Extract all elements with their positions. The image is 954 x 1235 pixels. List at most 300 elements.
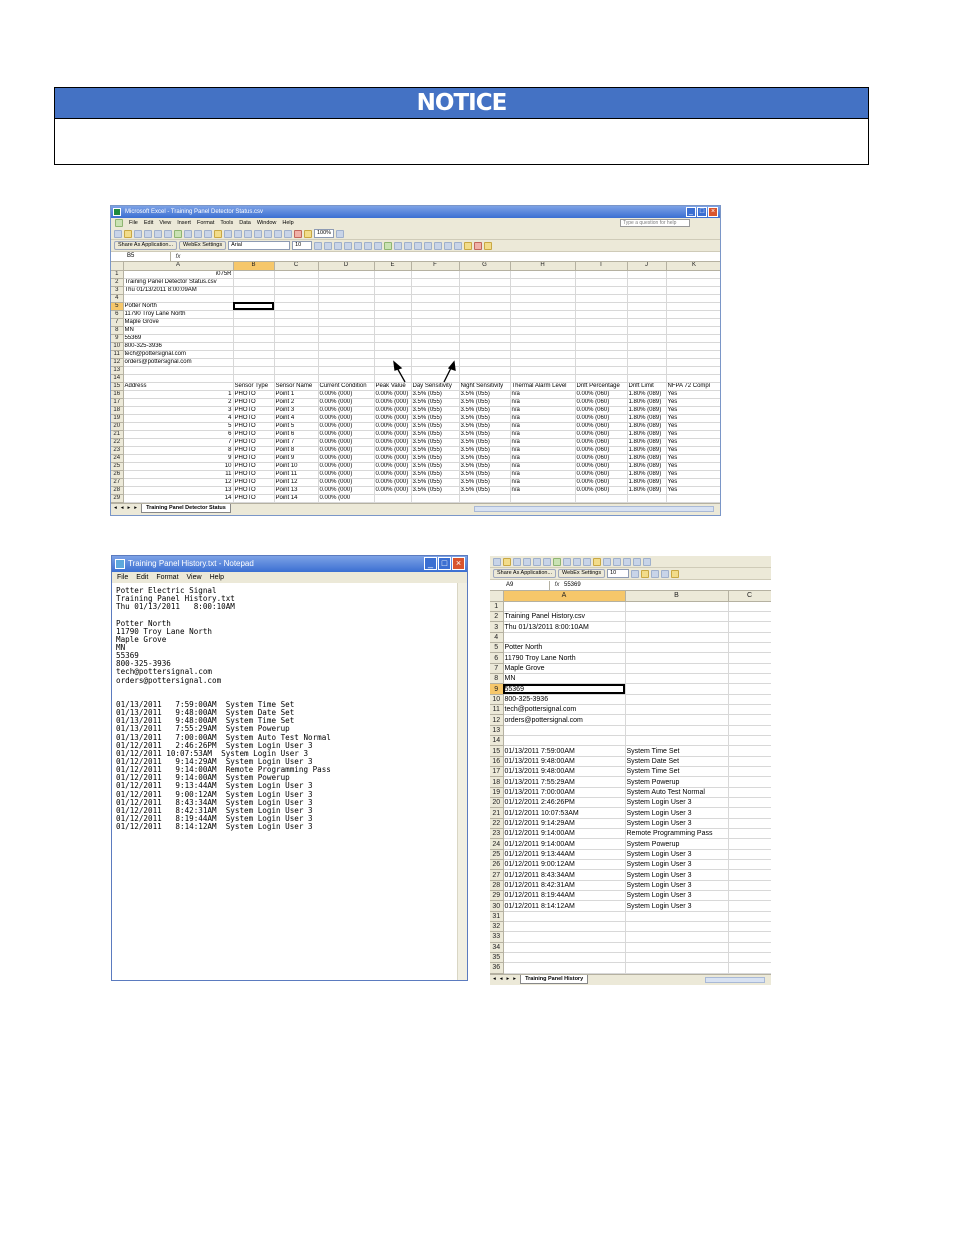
cell[interactable]: Training Panel Detector Status.csv [123,278,233,286]
zoom-select[interactable]: 100% [314,229,334,238]
cell[interactable] [728,787,771,797]
cell[interactable]: 11790 Troy Lane North [503,653,625,663]
cell[interactable]: 01/12/2011 8:19:44AM [503,891,625,901]
font-select[interactable]: Arial [228,241,290,250]
column-header[interactable]: F [411,262,459,270]
borders-icon[interactable] [661,570,669,578]
cell[interactable] [728,891,771,901]
tab-nav-first-icon[interactable]: ◂ [493,976,496,983]
column-header[interactable]: I [575,262,627,270]
maximize-button[interactable]: □ [697,207,707,217]
cell[interactable]: System Login User 3 [625,880,728,890]
cell[interactable]: Point 7 [274,438,318,446]
cell[interactable]: 0.00% (060) [575,390,627,398]
cell[interactable] [274,358,318,366]
cell[interactable]: System Date Set [625,756,728,766]
column-header[interactable]: A [123,262,233,270]
cell[interactable] [728,632,771,642]
row-header[interactable]: 10 [111,342,123,350]
row-header[interactable]: 15 [111,382,123,390]
cell[interactable] [459,358,510,366]
cell[interactable] [625,601,728,611]
cell[interactable] [728,922,771,932]
cell[interactable] [318,374,374,382]
row-header[interactable]: 29 [111,494,123,502]
menu-format[interactable]: Format [156,574,179,581]
menu-view[interactable]: View [159,220,172,226]
cell[interactable] [503,911,625,921]
cell[interactable] [233,278,274,286]
row-header[interactable]: 21 [490,808,503,818]
sheet-tab[interactable]: Training Panel Detector Status [141,504,231,513]
cell[interactable] [575,358,627,366]
cell[interactable]: 0.00% (060) [575,478,627,486]
cell[interactable]: Yes [666,470,721,478]
cell[interactable] [459,270,510,278]
cell[interactable]: tech@pottersignal.com [503,705,625,715]
help-icon[interactable] [336,230,344,238]
share-as-application-button[interactable]: Share As Application... [114,241,177,250]
cell[interactable] [728,601,771,611]
row-header[interactable]: 13 [111,366,123,374]
cell[interactable]: 0.00% (060) [575,462,627,470]
font-color-icon[interactable] [474,242,482,250]
cell[interactable]: 3.5% (055) [459,462,510,470]
row-header[interactable]: 1 [490,601,503,611]
cell[interactable]: 0.00% (000) [318,486,374,494]
row-header[interactable]: 26 [111,470,123,478]
row-header[interactable]: 26 [490,860,503,870]
cell[interactable] [274,374,318,382]
column-title-cell[interactable]: Thermal Alarm Level [510,382,575,390]
row-header[interactable]: 20 [111,422,123,430]
close-button[interactable]: × [708,207,718,217]
row-header[interactable]: 2 [111,278,123,286]
cell[interactable]: 1.80% (089) [627,478,666,486]
cell[interactable]: 01/12/2011 8:42:31AM [503,880,625,890]
cell[interactable]: Yes [666,414,721,422]
cell[interactable]: 01/12/2011 8:14:12AM [503,901,625,911]
cell[interactable]: PHOTO [233,406,274,414]
row-header[interactable]: 25 [111,462,123,470]
row-header[interactable]: 16 [490,756,503,766]
cell[interactable]: 3.5% (055) [411,406,459,414]
row-header[interactable]: 17 [490,767,503,777]
column-title-cell[interactable]: Drift Limit [627,382,666,390]
cell[interactable] [233,342,274,350]
increase-decimal-icon[interactable] [414,242,422,250]
cell[interactable]: 3.5% (055) [459,390,510,398]
cell[interactable]: Point 14 [274,494,318,502]
cell[interactable]: n/a [510,454,575,462]
cell[interactable] [627,350,666,358]
active-cell[interactable]: 55369 [503,684,625,694]
cell[interactable] [625,694,728,704]
column-header[interactable]: E [374,262,411,270]
cell[interactable]: Point 4 [274,414,318,422]
cell[interactable]: System Login User 3 [625,818,728,828]
cell[interactable] [666,350,721,358]
cell[interactable]: 0.00% (000) [374,430,411,438]
cell[interactable]: 1.80% (089) [627,470,666,478]
cell[interactable]: 0.00% (000) [374,438,411,446]
row-header[interactable]: 21 [111,430,123,438]
cell[interactable]: 0.00% (000) [318,462,374,470]
cell[interactable] [627,358,666,366]
cell[interactable]: 01/13/2011 9:48:00AM [503,767,625,777]
close-button[interactable]: × [452,557,465,570]
cell[interactable] [625,922,728,932]
cell[interactable] [625,963,728,973]
cell[interactable] [503,725,625,735]
cell[interactable]: PHOTO [233,494,274,502]
tab-nav-last-icon[interactable]: ▸ [513,976,517,983]
cell[interactable]: System Login User 3 [625,860,728,870]
cell[interactable] [510,278,575,286]
cell[interactable] [411,310,459,318]
cell[interactable] [459,342,510,350]
highlight-icon[interactable] [484,242,492,250]
cell[interactable] [575,294,627,302]
cell[interactable]: Point 8 [274,446,318,454]
cell[interactable] [318,286,374,294]
select-all-corner[interactable] [111,262,123,270]
cell[interactable]: 3.5% (055) [411,438,459,446]
cell[interactable]: 55369 [123,334,233,342]
cell[interactable]: n/a [510,398,575,406]
cell[interactable] [459,366,510,374]
cell[interactable] [233,374,274,382]
cell[interactable] [625,715,728,725]
cell[interactable] [627,366,666,374]
cell[interactable] [503,952,625,962]
cell[interactable]: Yes [666,422,721,430]
cell[interactable]: 1.80% (089) [627,430,666,438]
cell[interactable] [627,334,666,342]
cell[interactable] [318,294,374,302]
cell[interactable]: 3.5% (055) [411,422,459,430]
row-header[interactable]: 11 [490,705,503,715]
cell[interactable] [374,350,411,358]
redo-icon[interactable] [244,230,252,238]
cell[interactable]: 0.00% (000) [318,390,374,398]
sort-ascending-icon[interactable] [643,558,651,566]
cell[interactable] [728,653,771,663]
menu-data[interactable]: Data [239,220,251,226]
copy-icon[interactable] [583,558,591,566]
menu-format[interactable]: Format [196,220,215,226]
cell[interactable] [575,350,627,358]
cell[interactable] [666,294,721,302]
row-header[interactable]: 31 [490,911,503,921]
cell[interactable] [411,270,459,278]
cell[interactable]: 0.00% (000) [318,478,374,486]
cell[interactable] [728,808,771,818]
cell[interactable]: 12 [123,478,233,486]
cell[interactable]: System Login User 3 [625,798,728,808]
cell[interactable] [728,622,771,632]
cell[interactable] [666,310,721,318]
cell[interactable]: System Powerup [625,839,728,849]
column-header[interactable]: G [459,262,510,270]
cell[interactable]: Maple Grove [503,663,625,673]
cell[interactable]: n/a [510,470,575,478]
cell[interactable]: 3.5% (055) [459,446,510,454]
cell[interactable] [627,318,666,326]
cell[interactable]: 01/13/2011 9:48:00AM [503,756,625,766]
cell[interactable] [123,294,233,302]
permission-icon[interactable] [144,230,152,238]
spelling-icon[interactable] [174,230,182,238]
cell[interactable] [374,302,411,310]
cell[interactable]: Point 9 [274,454,318,462]
menu-file[interactable]: File [117,574,129,581]
drawing-icon[interactable] [304,230,312,238]
borders-icon[interactable] [454,242,462,250]
cell[interactable]: MN [503,674,625,684]
cell[interactable] [374,278,411,286]
font-size-select[interactable]: 10 [607,569,629,578]
column-header[interactable]: C [274,262,318,270]
cell[interactable] [233,350,274,358]
cell[interactable]: Yes [666,454,721,462]
cell[interactable]: 01/12/2011 9:00:12AM [503,860,625,870]
cell[interactable] [575,374,627,382]
cell[interactable] [459,318,510,326]
cell[interactable]: PHOTO [233,462,274,470]
cell[interactable] [274,350,318,358]
cell[interactable] [233,318,274,326]
cell[interactable]: Point 2 [274,398,318,406]
cell[interactable]: 0.00% (000) [374,422,411,430]
cell[interactable]: System Login User 3 [625,808,728,818]
cell[interactable] [510,334,575,342]
cell[interactable]: 3.5% (055) [411,398,459,406]
print-icon[interactable] [533,558,541,566]
cell[interactable] [459,374,510,382]
cell[interactable] [728,849,771,859]
cell[interactable]: 3.5% (055) [459,478,510,486]
cell[interactable]: 3.5% (055) [459,470,510,478]
cell[interactable]: 0.00% (060) [575,430,627,438]
cell[interactable]: Point 1 [274,390,318,398]
cell[interactable] [625,674,728,684]
row-header[interactable]: 33 [490,932,503,942]
cell[interactable] [575,326,627,334]
cell[interactable]: 0.00% (000) [374,486,411,494]
cell[interactable] [627,302,666,310]
cell[interactable]: Maple Grove [123,318,233,326]
row-header[interactable]: 7 [111,318,123,326]
share-as-application-button[interactable]: Share As Application... [493,569,556,578]
cell[interactable]: n/a [510,406,575,414]
cell[interactable] [503,922,625,932]
cell[interactable] [627,294,666,302]
cell[interactable]: tech@pottersignal.com [123,350,233,358]
cell[interactable] [374,326,411,334]
cell[interactable]: 3.5% (055) [459,398,510,406]
autosum-icon[interactable] [633,558,641,566]
cell[interactable] [575,278,627,286]
italic-icon[interactable] [324,242,332,250]
cell[interactable] [411,286,459,294]
cell[interactable]: n/a [510,462,575,470]
cell[interactable] [627,374,666,382]
underline-icon[interactable] [334,242,342,250]
cut-icon[interactable] [573,558,581,566]
cell[interactable] [627,326,666,334]
cell[interactable] [625,643,728,653]
cell[interactable]: 1.80% (089) [627,486,666,494]
cell[interactable] [728,829,771,839]
merge-center-icon[interactable] [374,242,382,250]
cell[interactable]: 11790 Troy Lane North [123,310,233,318]
cell[interactable]: 0.00% (000 [318,494,374,502]
row-header[interactable]: 19 [111,414,123,422]
row-header[interactable]: 4 [111,294,123,302]
cell[interactable]: PHOTO [233,430,274,438]
cell[interactable] [666,358,721,366]
cell[interactable]: 2 [123,398,233,406]
cell[interactable]: 10 [123,462,233,470]
cell[interactable] [318,326,374,334]
cell[interactable] [510,310,575,318]
cell[interactable] [318,334,374,342]
cell[interactable]: System Login User 3 [625,870,728,880]
cell[interactable] [728,694,771,704]
cell[interactable] [318,278,374,286]
cell[interactable]: 3.5% (055) [411,462,459,470]
cell[interactable] [503,963,625,973]
cell[interactable] [411,326,459,334]
cell[interactable] [510,374,575,382]
cell[interactable]: 01/13/2011 7:59:00AM [503,746,625,756]
align-left-icon[interactable] [344,242,352,250]
cut-icon[interactable] [194,230,202,238]
cell[interactable]: 1.80% (089) [627,462,666,470]
cell[interactable] [575,302,627,310]
cell[interactable]: 3.5% (055) [459,414,510,422]
cell[interactable] [625,663,728,673]
cell[interactable] [625,952,728,962]
menu-help[interactable]: Help [209,574,224,581]
row-header[interactable]: 11 [111,350,123,358]
cell[interactable] [510,350,575,358]
cell[interactable]: 14 [123,494,233,502]
maximize-button[interactable]: □ [438,557,451,570]
cell[interactable] [728,963,771,973]
cell[interactable]: 1.80% (089) [627,398,666,406]
font-size-select[interactable]: 10 [292,241,312,250]
cell[interactable]: Potter North [123,302,233,310]
row-header[interactable]: 15 [490,746,503,756]
cell[interactable]: 3.5% (055) [411,454,459,462]
horizontal-scrollbar[interactable] [705,977,765,983]
cell[interactable]: 11 [123,470,233,478]
column-title-cell[interactable]: Address [123,382,233,390]
cell[interactable] [575,270,627,278]
cell[interactable] [318,318,374,326]
cell[interactable] [666,326,721,334]
cell[interactable] [728,839,771,849]
percent-icon[interactable] [394,242,402,250]
notepad-text-area[interactable] [116,587,331,831]
cell[interactable]: 8 [123,446,233,454]
cell[interactable] [728,942,771,952]
cell[interactable]: PHOTO [233,422,274,430]
cell[interactable] [459,494,510,502]
row-header[interactable]: 27 [111,478,123,486]
cell[interactable]: 0.00% (000) [318,422,374,430]
cell[interactable]: PHOTO [233,454,274,462]
row-header[interactable]: 8 [490,674,503,684]
cell[interactable] [459,350,510,358]
cell[interactable] [459,326,510,334]
format-painter-icon[interactable] [603,558,611,566]
align-center-icon[interactable] [354,242,362,250]
cell[interactable]: Training Panel History.csv [503,612,625,622]
cell[interactable]: i075R [123,270,233,278]
cell[interactable]: 0.00% (000) [318,446,374,454]
cell[interactable]: PHOTO [233,398,274,406]
row-header[interactable]: 24 [490,839,503,849]
cell[interactable] [233,270,274,278]
cell[interactable] [503,942,625,952]
cell[interactable] [411,366,459,374]
align-right-icon[interactable] [364,242,372,250]
cell[interactable]: 01/13/2011 7:00:00AM [503,787,625,797]
cell[interactable] [728,684,771,694]
cell[interactable] [318,366,374,374]
cell[interactable] [666,278,721,286]
cell[interactable] [666,286,721,294]
cell[interactable]: System Powerup [625,777,728,787]
cell[interactable] [233,366,274,374]
cell[interactable] [625,932,728,942]
cell[interactable] [625,725,728,735]
column-header[interactable]: H [510,262,575,270]
cell[interactable]: 0.00% (000) [318,470,374,478]
minimize-button[interactable]: _ [424,557,437,570]
cell[interactable] [728,705,771,715]
column-title-cell[interactable]: Sensor Type [233,382,274,390]
cell[interactable]: 0.00% (000) [374,398,411,406]
open-icon[interactable] [124,230,132,238]
cell[interactable] [374,310,411,318]
cell[interactable] [728,663,771,673]
cell[interactable]: n/a [510,414,575,422]
cell[interactable]: 3.5% (055) [411,414,459,422]
cell[interactable]: Yes [666,390,721,398]
cell[interactable]: 0.00% (000) [374,478,411,486]
cell[interactable]: 3.5% (055) [411,478,459,486]
cell[interactable]: 0.00% (000) [318,454,374,462]
menu-help[interactable]: Help [282,220,294,226]
cell[interactable]: 0.00% (060) [575,486,627,494]
cell[interactable]: 1.80% (089) [627,446,666,454]
row-header[interactable]: 25 [490,849,503,859]
formula-input[interactable]: 55369 [564,582,581,588]
increase-indent-icon[interactable] [444,242,452,250]
cell[interactable]: n/a [510,390,575,398]
copy-icon[interactable] [204,230,212,238]
cell[interactable]: Yes [666,462,721,470]
cell[interactable] [575,310,627,318]
cell[interactable] [274,278,318,286]
cell[interactable] [728,715,771,725]
cell[interactable]: 0.00% (000) [374,406,411,414]
menu-view[interactable]: View [186,574,202,581]
